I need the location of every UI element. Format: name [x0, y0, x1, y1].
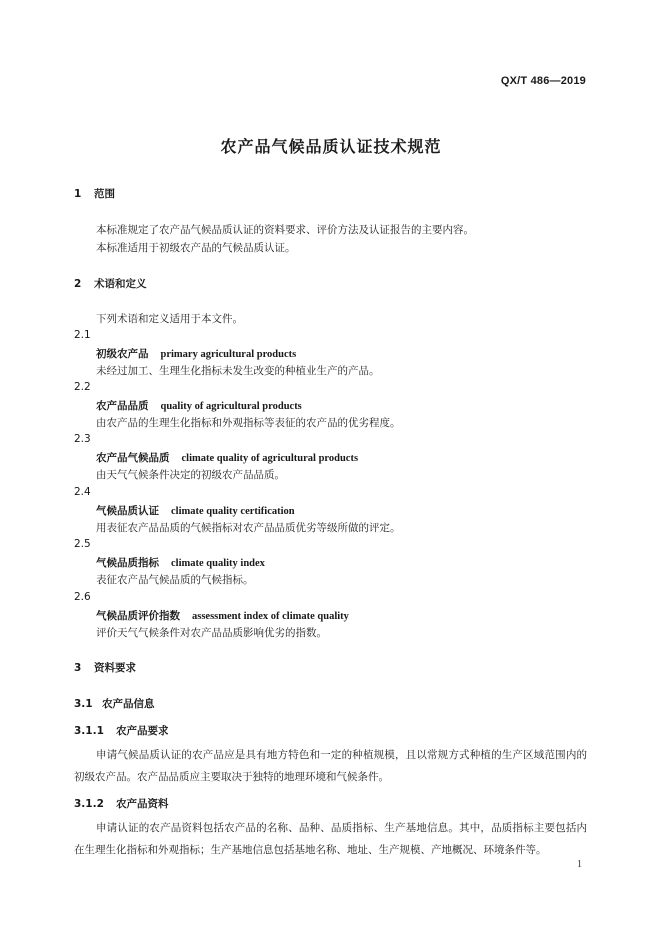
paragraph: 下列术语和定义适用于本文件。: [96, 313, 243, 325]
term-english: climate quality index: [171, 558, 265, 569]
term-definition: 评价天气气候条件对农产品品质影响优劣的指数。: [96, 627, 327, 639]
document-title: 农产品气候品质认证技术规范: [220, 137, 442, 156]
term-definition: 由天气气候条件决定的初级农产品品质。: [96, 469, 285, 481]
term-english: climate quality of agricultural products: [181, 453, 359, 464]
term-chinese: 气候品质指标: [96, 557, 159, 569]
section-number: 3.1.1: [74, 725, 104, 737]
standard-code: QX/T 486—2019: [500, 75, 586, 87]
term-chinese: 初级农产品: [96, 348, 149, 360]
subsection-3-1-heading: [74, 696, 155, 711]
term-heading: [96, 503, 295, 518]
page-number: 1: [577, 859, 582, 870]
term-definition: 由农产品的生理生化指标和外观指标等表征的农产品的优劣程度。: [96, 417, 401, 429]
section-title: 农产品要求: [116, 725, 169, 737]
section-title: 范围: [94, 188, 115, 200]
section-title: 农产品资料: [116, 798, 169, 810]
term-english: primary agricultural products: [160, 349, 297, 360]
term-definition: 未经过加工、生理生化指标未发生改变的种植业生产的产品。: [96, 365, 380, 377]
term-heading: [96, 608, 349, 623]
section-number: 1: [74, 188, 82, 200]
term-heading: [96, 555, 265, 570]
term-number: 2.5: [74, 538, 91, 550]
term-english: climate quality certification: [171, 506, 295, 517]
term-english: assessment index of climate quality: [192, 611, 349, 622]
term-english: quality of agricultural products: [160, 401, 302, 412]
section-number: 3.1.2: [74, 798, 104, 810]
section-number: 3: [74, 662, 82, 674]
term-chinese: 农产品气候品质: [96, 452, 170, 464]
section-3-heading: [74, 660, 136, 675]
term-number: 2.1: [74, 329, 91, 341]
term-heading: [96, 346, 296, 361]
subsection-3-1-1-heading: [74, 723, 169, 738]
term-chinese: 气候品质认证: [96, 505, 159, 517]
term-heading: [96, 450, 358, 465]
section-2-heading: [74, 276, 147, 291]
term-definition: 用表征农产品品质的气候指标对农产品品质优劣等级所做的评定。: [96, 522, 401, 534]
section-title: 农产品信息: [102, 698, 155, 710]
term-definition: 表征农产品气候品质的气候指标。: [96, 574, 254, 586]
term-number: 2.2: [74, 381, 91, 393]
paragraph: 本标准适用于初级农产品的气候品质认证。: [96, 242, 296, 254]
section-number: 3.1: [74, 698, 93, 710]
section-1-heading: [74, 186, 115, 201]
term-chinese: 气候品质评价指数: [96, 610, 180, 622]
section-title: 术语和定义: [94, 278, 147, 290]
subsection-3-1-2-heading: [74, 796, 169, 811]
paragraph: 申请认证的农产品资料包括农产品的名称、品种、品质指标、生产基地信息。其中，品质指标主要包括内在生理生化指标和外观指标；生产基地信息包括基地名称、地址、生产规模、产地概况、环境条件等。: [74, 822, 587, 856]
paragraph: 申请气候品质认证的农产品应是具有地方特色和一定的种植规模，且以常规方式种植的生产区域范围内的初级农产品。农产品品质应主要取决于独特的地理环境和气候条件。: [74, 749, 587, 783]
section-number: 2: [74, 278, 82, 290]
term-number: 2.4: [74, 486, 91, 498]
paragraph: 本标准规定了农产品气候品质认证的资料要求、评价方法及认证报告的主要内容。: [96, 224, 474, 236]
term-chinese: 农产品品质: [96, 400, 149, 412]
term-number: 2.3: [74, 433, 91, 445]
term-heading: [96, 398, 302, 413]
section-title: 资料要求: [94, 662, 136, 674]
term-number: 2.6: [74, 591, 91, 603]
